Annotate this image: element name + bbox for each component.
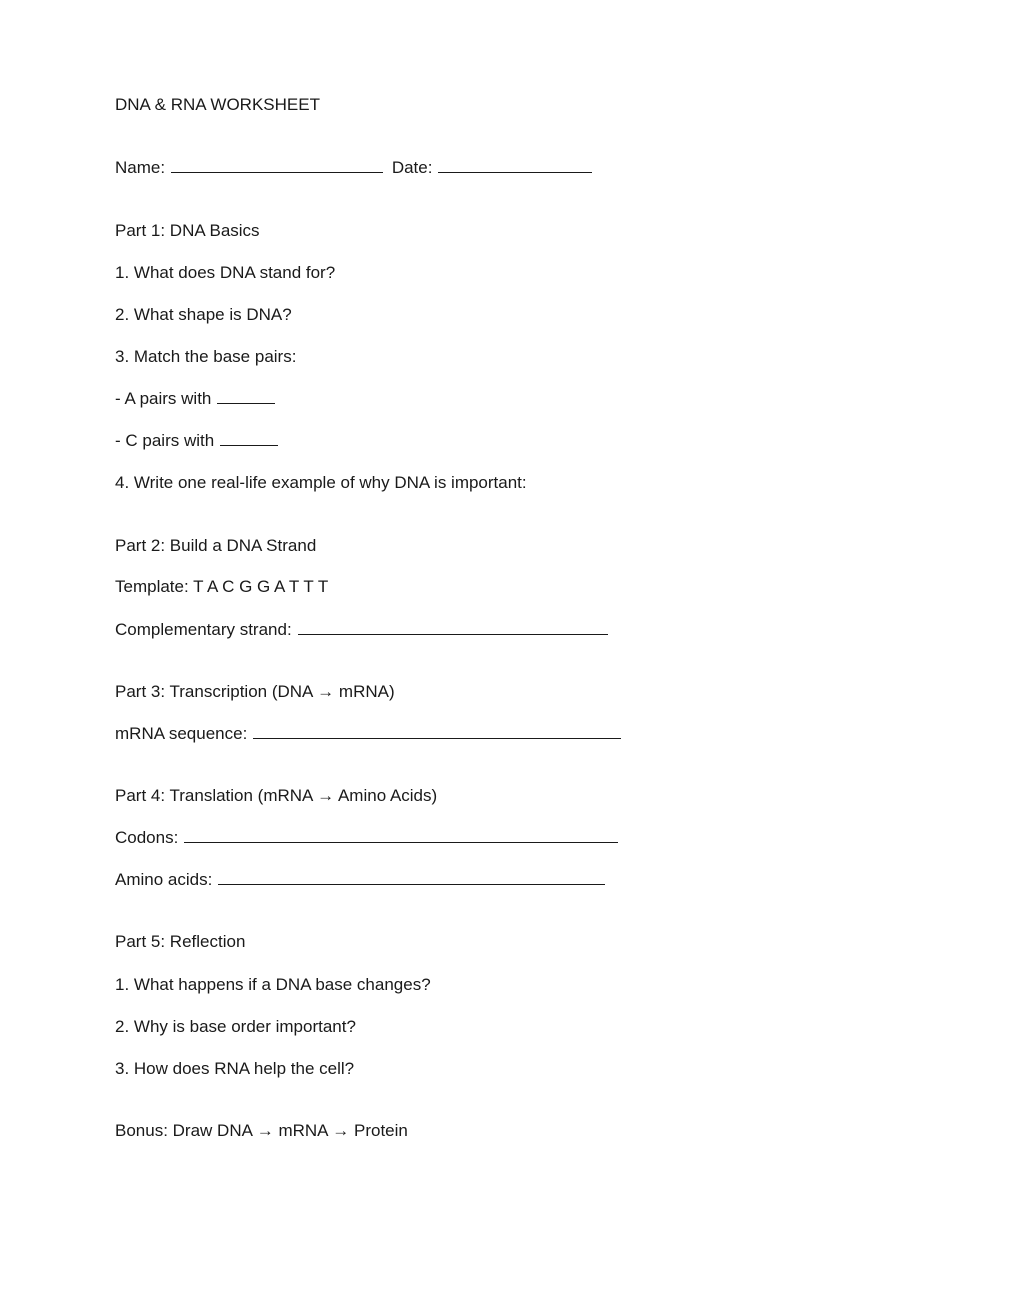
pair-c-row: [115, 431, 278, 451]
codons-blank[interactable]: [184, 828, 618, 843]
part5-question-1: 1. What happens if a DNA base changes?: [115, 975, 431, 994]
codons-label: Codons:: [115, 828, 179, 847]
bonus-prompt: Bonus: Draw DNA → mRNA → Protein: [115, 1121, 408, 1140]
part5-question-2: 2. Why is base order important?: [115, 1017, 356, 1036]
pair-a-row: [115, 389, 275, 409]
pair-a-blank[interactable]: [217, 389, 275, 404]
worksheet-title: DNA & RNA WORKSHEET: [115, 95, 320, 114]
part1-question-2: 2. What shape is DNA?: [115, 305, 292, 324]
pair-c-label: - C pairs with: [115, 431, 215, 450]
pair-c-blank[interactable]: [220, 431, 278, 446]
part1-question-4: 4. Write one real-life example of why DNA is important:: [115, 473, 527, 492]
codons-row: [115, 828, 618, 848]
part1-question-1: 1. What does DNA stand for?: [115, 263, 336, 282]
part5-question-3: 3. How does RNA help the cell?: [115, 1059, 355, 1078]
mrna-label: mRNA sequence:: [115, 724, 248, 743]
part5-heading: Part 5: Reflection: [115, 932, 246, 951]
part1-question-3: 3. Match the base pairs:: [115, 347, 297, 366]
part4-heading: Part 4: Translation (mRNA → Amino Acids): [115, 786, 438, 805]
name-blank[interactable]: [171, 158, 383, 173]
complementary-row: [115, 620, 608, 640]
amino-label: Amino acids:: [115, 870, 213, 889]
dna-template: Template: T A C G G A T T T: [115, 577, 329, 596]
date-blank[interactable]: [438, 158, 592, 173]
amino-row: [115, 870, 605, 890]
name-date-row: [115, 158, 592, 178]
complementary-label: Complementary strand:: [115, 620, 292, 639]
amino-blank[interactable]: [218, 870, 605, 885]
name-label: Name:: [115, 158, 166, 177]
date-label: Date:: [391, 158, 433, 177]
mrna-row: [115, 724, 621, 744]
part2-heading: Part 2: Build a DNA Strand: [115, 536, 317, 555]
part3-heading: Part 3: Transcription (DNA → mRNA): [115, 682, 395, 701]
mrna-blank[interactable]: [253, 724, 621, 739]
pair-a-label: - A pairs with: [115, 389, 212, 408]
complementary-blank[interactable]: [298, 620, 608, 635]
part1-heading: Part 1: DNA Basics: [115, 221, 260, 240]
